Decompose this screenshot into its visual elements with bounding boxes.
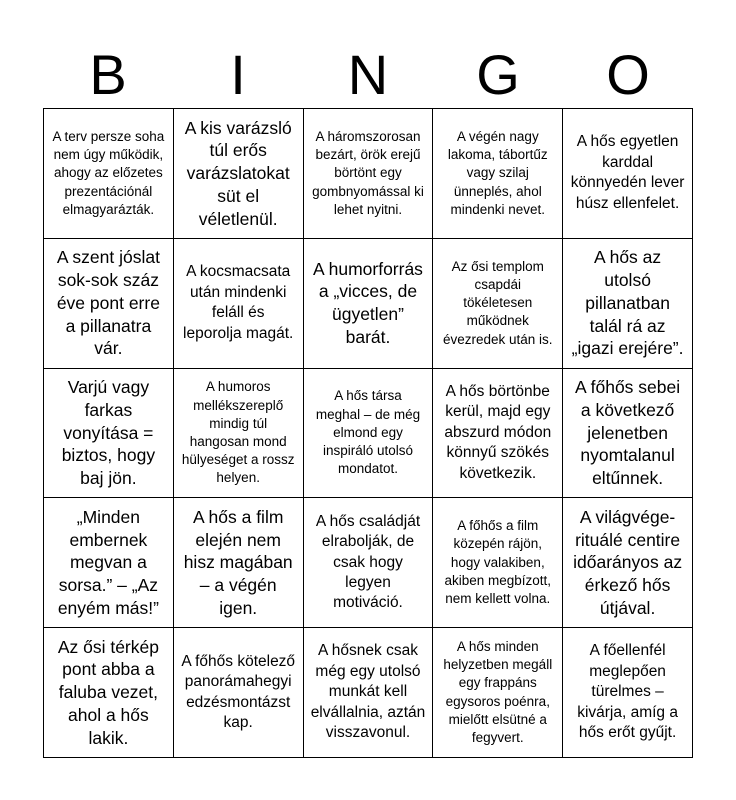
bingo-cell-text: Varjú vagy farkas vonyítása = biztos, hogy baj jön.: [61, 377, 156, 489]
bingo-cell[interactable]: [304, 628, 434, 758]
title-letter-b: B: [89, 43, 127, 106]
bingo-cell-text: A hős a film elején nem hisz magában – a végén igen.: [183, 506, 293, 618]
bingo-cell-text: A hősnek csak még egy utolsó munkát kell elvállalnia, aztán visszavonul.: [310, 642, 426, 742]
title-letter-g: G: [476, 43, 520, 106]
bingo-cell-text: A hős az utolsó pillanatban talál rá az „igazi erejére”.: [571, 247, 684, 359]
bingo-cell[interactable]: [304, 109, 434, 239]
bingo-cell[interactable]: [433, 239, 563, 369]
title-letter-i: I: [230, 43, 246, 106]
bingo-cell-text: A kocsmacsata után mindenki feláll és leporolja magát.: [183, 263, 294, 342]
bingo-cell-text: A szent jóslat sok-sok száz éve pont erre a pillanatra vár.: [56, 247, 160, 359]
bingo-cell-text: A hős társa meghal – de még elmond egy inspiráló utolsó mondatot.: [315, 388, 421, 477]
bingo-cell-text: A háromszorosan bezárt, örök erejű börtönt egy gombnyomással ki lehet nyitni.: [312, 128, 424, 217]
bingo-cell[interactable]: [304, 369, 434, 499]
bingo-cell[interactable]: [44, 498, 174, 628]
title-letter-o: O: [606, 43, 650, 106]
bingo-cell-text: A hős családját elrabolják, de csak hogy legyen motiváció.: [315, 512, 421, 612]
bingo-cell[interactable]: [174, 239, 304, 369]
bingo-cell-text: A főhős a film közepén rájön, hogy valakiben, akiben megbízott, nem kellett volna.: [444, 518, 552, 607]
bingo-cell[interactable]: [44, 239, 174, 369]
bingo-cell[interactable]: [174, 498, 304, 628]
bingo-cell-text: Az ősi templom csapdái tökéletesen működnek évezredek után is.: [443, 258, 553, 347]
bingo-cell-text: A főhős kötelező panorámahegyi edzésmontázst kap.: [181, 652, 296, 732]
bingo-cell[interactable]: [304, 498, 434, 628]
bingo-cell[interactable]: [433, 628, 563, 758]
bingo-cell[interactable]: [563, 498, 693, 628]
bingo-cell[interactable]: [563, 628, 693, 758]
bingo-cell-text: A főhős sebei a következő jelenetben nyomtalanul eltűnnek.: [575, 377, 681, 489]
bingo-cell[interactable]: [563, 239, 693, 369]
bingo-cell[interactable]: [433, 369, 563, 499]
bingo-cell-text: A terv persze soha nem úgy működik, ahogy az előzetes prezentációnál elmagyarázták.: [52, 128, 165, 217]
bingo-cell[interactable]: [563, 369, 693, 499]
bingo-cell-text: „Minden embernek megvan a sorsa.” – „Az enyém más!”: [57, 506, 159, 618]
bingo-cell[interactable]: [44, 628, 174, 758]
bingo-cell[interactable]: [174, 109, 304, 239]
bingo-cell[interactable]: [174, 628, 304, 758]
bingo-cell[interactable]: [433, 498, 563, 628]
bingo-cell-text: A kis varázsló túl erős varázslatokat süt el véletlenül.: [184, 117, 292, 229]
bingo-cell-text: A humoros mellékszereplő mindig túl hangosan mond hülyeséget a rossz helyen.: [181, 379, 295, 486]
bingo-board: [43, 108, 693, 758]
bingo-cell-text: A főellenfél meglepően türelmes – kivárja, amíg a hős erőt gyűjt.: [577, 642, 678, 742]
bingo-title: [43, 44, 693, 106]
bingo-cell[interactable]: [44, 109, 174, 239]
bingo-cell-text: A hős egyetlen karddal könnyedén lever húsz ellenfelet.: [570, 133, 685, 212]
bingo-cell-text: A hős börtönbe kerül, majd egy abszurd módon könnyű szökés következik.: [444, 382, 552, 482]
bingo-cell[interactable]: [304, 239, 434, 369]
title-letter-n: N: [347, 43, 389, 106]
bingo-cell-text: A világvége-rituálé centire időarányos az érkező hős útjával.: [573, 506, 683, 618]
bingo-cell-text: A hős minden helyzetben megáll egy frappáns egysoros poénra, mielőtt elsütné a fegyvert.: [443, 638, 553, 746]
bingo-cell-text: A végén nagy lakoma, tábortűz vagy szilaj ünneplés, ahol mindenki nevet.: [447, 128, 548, 217]
bingo-cell[interactable]: [174, 369, 304, 499]
bingo-cell-text: A humorforrás a „vicces, de ügyetlen” barát.: [313, 258, 423, 347]
bingo-cell[interactable]: [433, 109, 563, 239]
bingo-cell[interactable]: [563, 109, 693, 239]
bingo-cell-text: Az ősi térkép pont abba a faluba vezet, ahol a hős lakik.: [57, 636, 159, 748]
bingo-cell[interactable]: [44, 369, 174, 499]
